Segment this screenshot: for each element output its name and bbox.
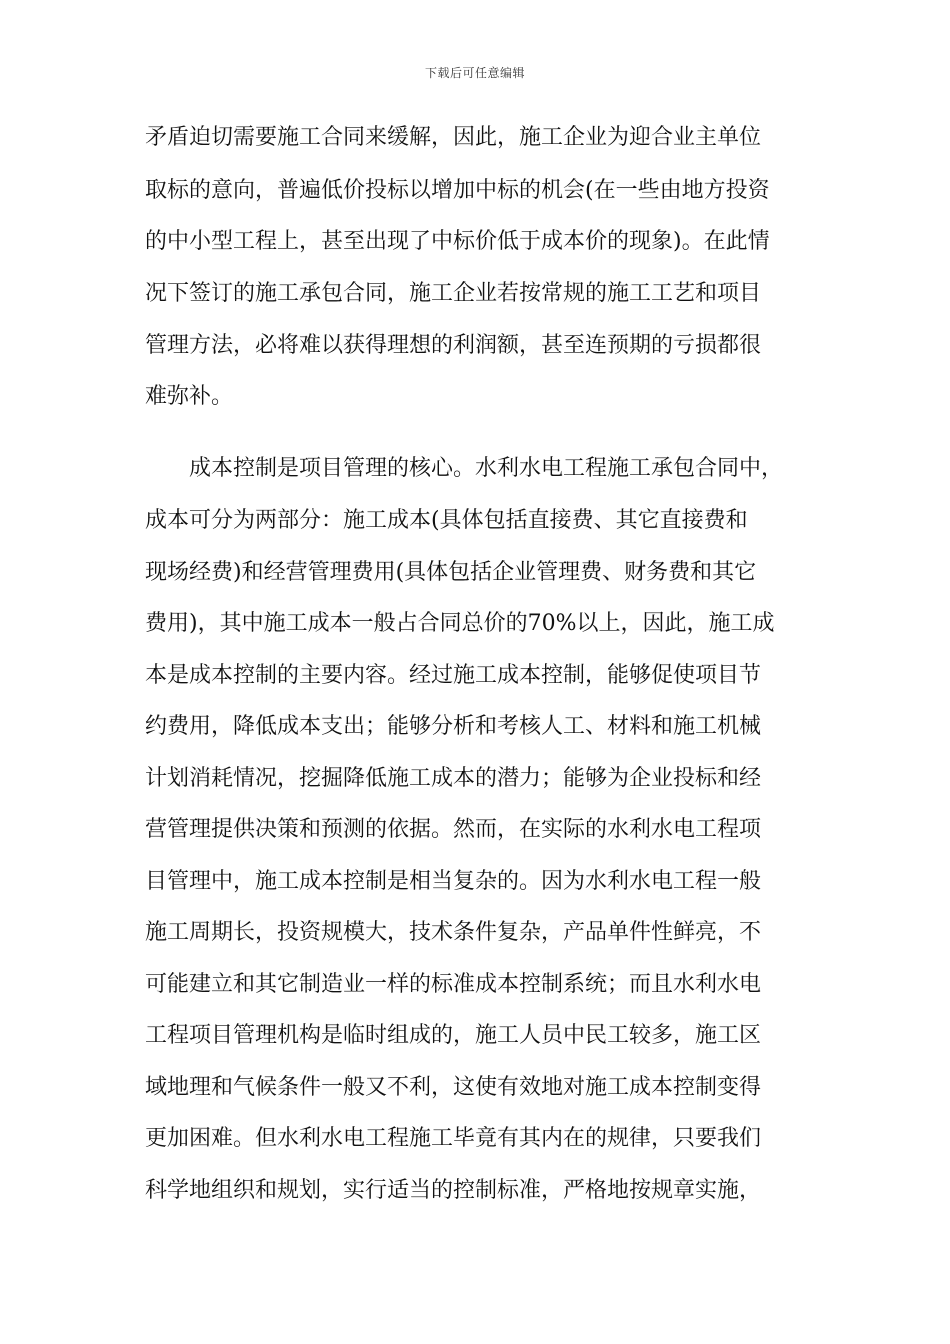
text-line: 本是成本控制的主要内容。经过施工成本控制，能够促使项目节 (145, 663, 762, 688)
text-line: 难弥补。 (145, 384, 234, 409)
text-line: 营管理提供决策和预测的依据。然而，在实际的水利水电工程项 (145, 817, 762, 842)
text-line: 计划消耗情况，挖掘降低施工成本的潜力；能够为企业投标和经 (145, 766, 762, 791)
text-line: 工程项目管理机构是临时组成的，施工人员中民工较多，施工区 (145, 1023, 762, 1048)
text-line: 的中小型工程上，甚至出现了中标价低于成本价的现象)。在此情 (145, 229, 770, 254)
text-line: 成本可分为两部分：施工成本(具体包括直接费、其它直接费和 (145, 508, 748, 533)
text-line: 管理方法，必将难以获得理想的利润额，甚至连预期的亏损都很 (145, 333, 762, 358)
text-line: 施工周期长，投资规模大，技术条件复杂，产品单件性鲜亮，不 (145, 920, 762, 945)
text-line: 科学地组织和规划，实行适当的控制标准，严格地按规章实施， (145, 1178, 762, 1203)
text-line: 域地理和气候条件一般又不利，这使有效地对施工成本控制变得 (145, 1075, 762, 1100)
text-line: 矛盾迫切需要施工合同来缓解，因此，施工企业为迎合业主单位 (145, 125, 762, 150)
text-line: 现场经费)和经营管理费用(具体包括企业管理费、财务费和其它 (145, 560, 757, 585)
text-line: 更加困难。但水利水电工程施工毕竟有其内在的规律，只要我们 (145, 1126, 762, 1151)
text-line: 可能建立和其它制造业一样的标准成本控制系统；而且水利水电 (145, 972, 762, 997)
text-line: 约费用，降低成本支出；能够分析和考核人工、材料和施工机械 (145, 714, 762, 739)
text-line: 取标的意向，普遍低价投标以增加中标的机会(在一些由地方投资 (145, 178, 770, 203)
text-line: 目管理中，施工成本控制是相当复杂的。因为水利水电工程一般 (145, 869, 762, 894)
text-line: 成本控制是项目管理的核心。水利水电工程施工承包合同中， (145, 456, 784, 481)
page-header: 下载后可任意编辑 (424, 66, 525, 80)
text-line: 费用)，其中施工成本一般占合同总价的70%以上，因此，施工成 (145, 611, 775, 636)
text-line: 况下签订的施工承包合同，施工企业若按常规的施工工艺和项目 (145, 281, 762, 306)
